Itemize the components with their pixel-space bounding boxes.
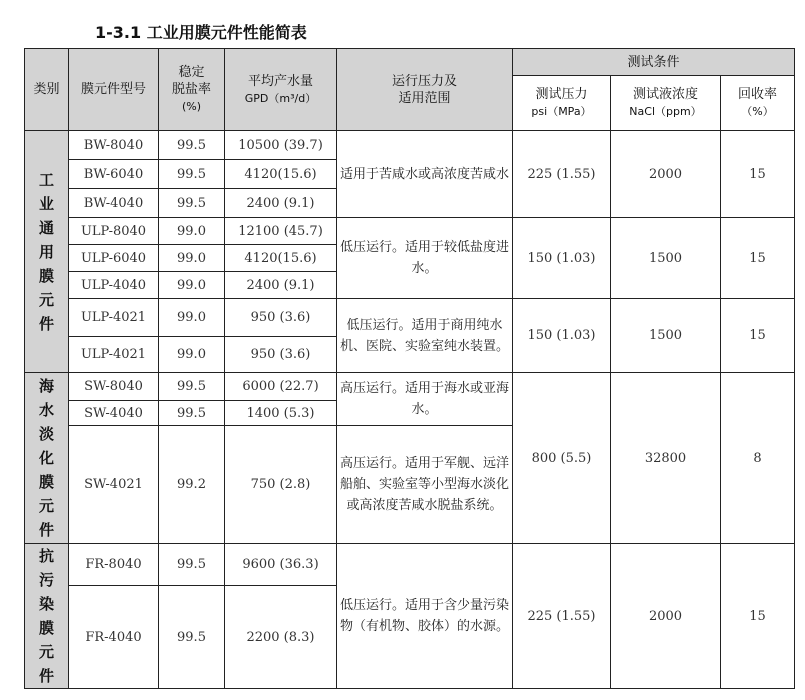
- recovery-cell: 8: [721, 373, 795, 544]
- header-pressure-range-line1: 运行压力及: [391, 73, 457, 89]
- category-char: 元: [38, 497, 54, 515]
- description-cell: 高压运行。适用于军舰、远洋船舶、实验室等小型海水淡化或高浓度苦咸水脱盐系统。: [337, 426, 513, 544]
- header-test-pressure-unit: psi（MPa）: [531, 105, 592, 118]
- header-pressure-range-line2: 适用范围: [398, 90, 451, 106]
- performance-table: [24, 48, 795, 689]
- category-char: 淡: [38, 425, 54, 443]
- model-cell: BW-4040: [69, 189, 159, 218]
- flow-cell: 9600 (36.3): [225, 544, 337, 586]
- header-category: [25, 49, 69, 131]
- header-test-concentration-line1: 测试液浓度: [632, 87, 698, 102]
- category-industrial-label: [25, 168, 68, 336]
- rejection-cell: 99.5: [159, 373, 225, 401]
- rejection-cell: 99.5: [159, 544, 225, 586]
- flow-cell: 2200 (8.3): [225, 586, 337, 689]
- flow-cell: 2400 (9.1): [225, 189, 337, 218]
- rejection-cell: 99.5: [159, 401, 225, 426]
- model-cell: FR-4040: [69, 586, 159, 689]
- header-test-pressure-line1: 测试压力: [535, 87, 588, 102]
- rejection-cell: 99.5: [159, 160, 225, 189]
- flow-cell: 950 (3.6): [225, 299, 337, 337]
- test-pressure-cell: 150 (1.03): [513, 299, 611, 373]
- model-cell: ULP-6040: [69, 245, 159, 272]
- category-antifouling: [25, 544, 69, 689]
- description-cell: 低压运行。适用于含少量污染物（有机物、胶体）的水源。: [337, 544, 513, 689]
- header-flow-line1: 平均产水量: [247, 73, 313, 89]
- header-flow-unit: GPD（m³/d）: [244, 91, 317, 105]
- header-test-concentration-unit: NaCl（ppm）: [629, 105, 702, 118]
- test-pressure-cell: 225 (1.55): [513, 544, 611, 689]
- model-cell: SW-8040: [69, 373, 159, 401]
- rejection-cell: 99.0: [159, 218, 225, 245]
- model-cell: ULP-4021: [69, 337, 159, 373]
- header-rejection-unit: (%): [181, 100, 202, 113]
- test-concentration-cell: 1500: [611, 218, 721, 299]
- category-char: 件: [38, 521, 54, 539]
- category-char: 膜: [38, 266, 54, 285]
- table-row: [25, 373, 795, 401]
- model-cell: ULP-4040: [69, 272, 159, 299]
- test-pressure-cell: 150 (1.03): [513, 218, 611, 299]
- model-cell: SW-4021: [69, 426, 159, 544]
- rejection-cell: 99.5: [159, 189, 225, 218]
- header-rejection-line2: 脱盐率: [171, 82, 211, 97]
- test-concentration-cell: 1500: [611, 299, 721, 373]
- category-char: 业: [38, 194, 54, 213]
- category-char: 膜: [38, 619, 54, 637]
- category-char: 元: [38, 643, 54, 661]
- description-cell: 适用于苦咸水或高浓度苦咸水: [337, 131, 513, 218]
- test-concentration-cell: 2000: [611, 131, 721, 218]
- description-cell: 高压运行。适用于海水或亚海水。: [337, 373, 513, 426]
- model-cell: FR-8040: [69, 544, 159, 586]
- table-row: [25, 299, 795, 337]
- category-antifouling-label: [25, 544, 68, 688]
- rejection-cell: 99.5: [159, 131, 225, 160]
- flow-cell: 4120(15.6): [225, 245, 337, 272]
- test-pressure-cell: 800 (5.5): [513, 373, 611, 544]
- category-char: 用: [38, 242, 54, 261]
- category-char: 膜: [38, 473, 54, 491]
- model-cell: SW-4040: [69, 401, 159, 426]
- description-cell: 低压运行。适用于商用纯水机、医院、实验室纯水装置。: [337, 299, 513, 373]
- header-rejection-line1: 稳定: [178, 65, 205, 80]
- header-category-label: 类别: [33, 82, 60, 97]
- category-char: 元: [38, 290, 54, 309]
- category-char: 污: [38, 571, 54, 589]
- rejection-cell: 99.0: [159, 299, 225, 337]
- header-row-1: [25, 49, 795, 76]
- table-row: [25, 218, 795, 245]
- category-char: 抗: [38, 547, 54, 565]
- category-char: 通: [38, 218, 54, 237]
- model-cell: BW-8040: [69, 131, 159, 160]
- model-cell: BW-6040: [69, 160, 159, 189]
- test-pressure-cell: 225 (1.55): [513, 131, 611, 218]
- flow-cell: 6000 (22.7): [225, 373, 337, 401]
- test-concentration-cell: 2000: [611, 544, 721, 689]
- page-title: 1-3.1 工业用膜元件性能简表: [95, 23, 307, 42]
- flow-cell: 2400 (9.1): [225, 272, 337, 299]
- recovery-cell: 15: [721, 544, 795, 689]
- category-char: 水: [38, 401, 54, 419]
- category-char: 化: [38, 449, 54, 467]
- rejection-cell: 99.0: [159, 245, 225, 272]
- flow-cell: 1400 (5.3): [225, 401, 337, 426]
- test-concentration-cell: 32800: [611, 373, 721, 544]
- table-row: [25, 131, 795, 160]
- model-cell: ULP-4021: [69, 299, 159, 337]
- category-char: 工: [38, 170, 54, 189]
- category-char: 件: [38, 314, 54, 333]
- model-cell: ULP-8040: [69, 218, 159, 245]
- rejection-cell: 99.0: [159, 337, 225, 373]
- header-model: [69, 49, 159, 131]
- recovery-cell: 15: [721, 131, 795, 218]
- table-row: [25, 544, 795, 586]
- category-seawater: [25, 373, 69, 544]
- header-recovery: [721, 76, 795, 131]
- recovery-cell: 15: [721, 218, 795, 299]
- header-test-conditions: [513, 49, 795, 76]
- header-recovery-unit: （%）: [741, 105, 774, 118]
- header-flow: [225, 49, 337, 131]
- rejection-cell: 99.0: [159, 272, 225, 299]
- flow-cell: 4120(15.6): [225, 160, 337, 189]
- flow-cell: 10500 (39.7): [225, 131, 337, 160]
- flow-cell: 950 (3.6): [225, 337, 337, 373]
- rejection-cell: 99.2: [159, 426, 225, 544]
- flow-cell: 750 (2.8): [225, 426, 337, 544]
- category-industrial: [25, 131, 69, 373]
- category-char: 海: [38, 377, 54, 395]
- header-rejection: [159, 49, 225, 131]
- flow-cell: 12100 (45.7): [225, 218, 337, 245]
- header-test-pressure: [513, 76, 611, 131]
- header-recovery-line1: 回收率: [737, 87, 777, 102]
- rejection-cell: 99.5: [159, 586, 225, 689]
- header-model-label: 膜元件型号: [80, 82, 146, 97]
- header-test-conditions-label: 测试条件: [627, 54, 680, 70]
- category-char: 染: [38, 595, 54, 613]
- category-char: 件: [38, 667, 54, 685]
- header-pressure-range: [337, 49, 513, 131]
- header-test-concentration: [611, 76, 721, 131]
- description-cell: 低压运行。适用于较低盐度进水。: [337, 218, 513, 299]
- recovery-cell: 15: [721, 299, 795, 373]
- category-seawater-label: [25, 374, 68, 542]
